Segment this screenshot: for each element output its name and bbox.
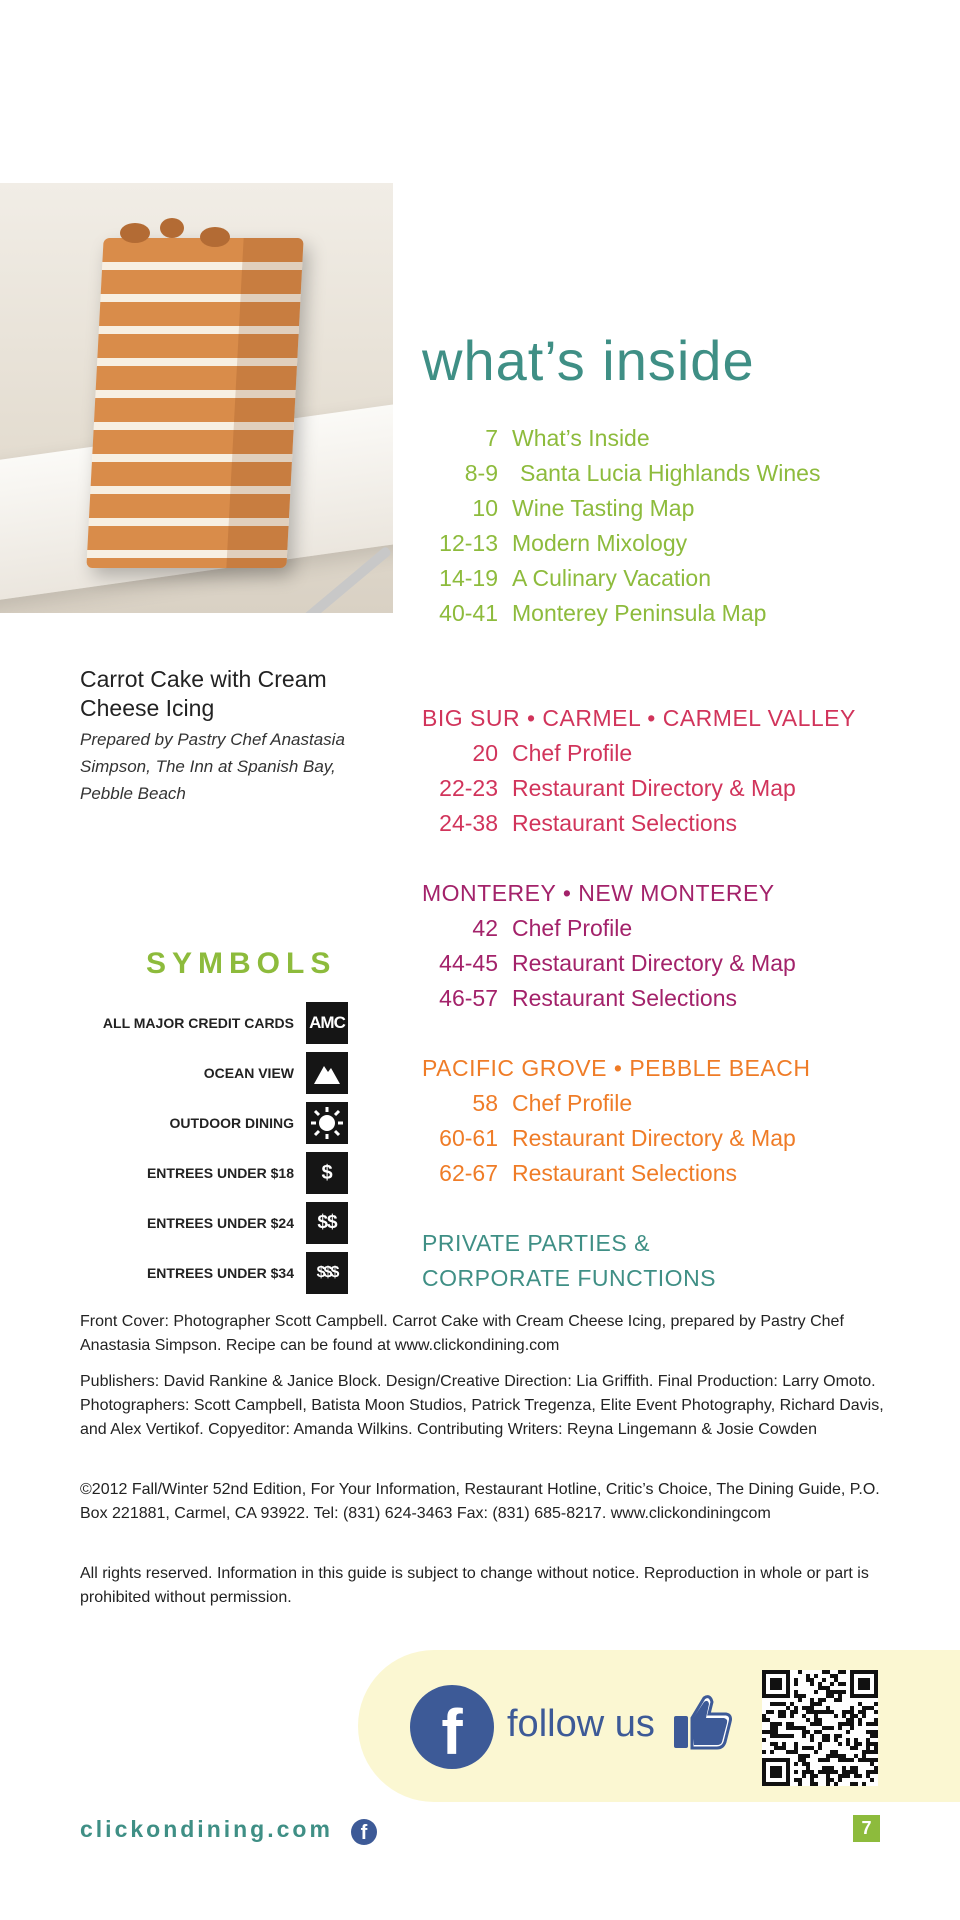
toc-label: Restaurant Directory & Map: [512, 775, 796, 801]
toc-label: Monterey Peninsula Map: [512, 600, 767, 626]
toc-page: 44-45: [439, 950, 498, 976]
section-heading-big-sur: BIG SUR • CARMEL • CARMEL VALLEY: [422, 705, 856, 731]
symbol-row-ocean-view: [204, 1052, 348, 1094]
toc-item[interactable]: [410, 460, 820, 487]
mountain-icon: [306, 1052, 348, 1094]
toc-label: Santa Lucia Highlands Wines: [520, 460, 821, 486]
toc-item[interactable]: [410, 600, 766, 627]
edition-info: ©2012 Fall/Winter 52nd Edition, For Your Information, Restaurant Hotline, Critic’s Choice, The Dining Guide, P.O. Box 221881, Carmel, CA 93922. Tel: (831) 624-3463 Fax: (831) 685-8217. www.clickondiningcom: [80, 1481, 880, 1522]
dollar-3-icon: $$$: [306, 1252, 348, 1294]
publishers-credit: Publishers: David Rankine & Janice Block. Design/Creative Direction: Lia Griffith. Final Production: Larry Omoto. Photographers: Scott Campbell, Batista Moon Studios, Patrick Tregenza, Elite Event Photography, Richard Davis, and Alex Vertikof. Copyeditor: Amanda Wilkins. Contributing Writers: Reyna Lingemann & Josie Cowden: [80, 1373, 884, 1438]
symbol-label: ALL MAJOR CREDIT CARDS: [102, 1015, 294, 1031]
toc-item[interactable]: [410, 1090, 632, 1117]
sun-icon: [306, 1102, 348, 1144]
cake-slice: [86, 238, 303, 568]
symbol-row-under-24: [147, 1202, 348, 1244]
front-cover-credit: Front Cover: Photographer Scott Campbell. Carrot Cake with Cream Cheese Icing, prepared by Pastry Chef Anastasia Simpson. Recipe can be found at www.clickondining.com: [80, 1313, 844, 1354]
facebook-glyph: f: [441, 1696, 463, 1768]
section-heading-pacific-grove: PACIFIC GROVE • PEBBLE BEACH: [422, 1055, 811, 1081]
symbol-label: ENTREES UNDER $34: [146, 1265, 294, 1281]
dollar-1-icon: $: [306, 1152, 348, 1194]
facebook-icon[interactable]: [410, 1685, 494, 1769]
walnut-garnish: [120, 223, 150, 243]
toc-page: 7: [485, 425, 498, 451]
website-link[interactable]: clickondining.com: [80, 1816, 333, 1842]
toc-page: 14-19: [439, 565, 498, 591]
toc-item[interactable]: [410, 1125, 796, 1152]
follow-us-text[interactable]: follow us: [507, 1703, 655, 1745]
toc-label: Chef Profile: [512, 1090, 633, 1116]
toc-label: Modern Mixology: [512, 530, 688, 556]
walnut-garnish: [160, 218, 184, 238]
symbol-label: ENTREES UNDER $24: [146, 1215, 294, 1231]
private-parties-line1[interactable]: PRIVATE PARTIES &: [422, 1230, 650, 1256]
toc-page: 62-67: [439, 1160, 498, 1186]
toc-page: 10: [472, 495, 498, 521]
symbol-label: ENTREES UNDER $18: [146, 1165, 294, 1181]
toc-page: 20: [472, 740, 498, 766]
toc-page: 46-57: [439, 985, 498, 1011]
toc-page: 40-41: [439, 600, 498, 626]
toc-label: Restaurant Selections: [512, 810, 738, 836]
symbol-label: OUTDOOR DINING: [169, 1115, 294, 1131]
symbol-row-credit-cards: [103, 1002, 348, 1044]
toc-label: Chef Profile: [512, 915, 633, 941]
toc-label: Restaurant Directory & Map: [512, 950, 796, 976]
facebook-small-glyph: f: [360, 1822, 368, 1844]
page-title: what’s inside: [422, 329, 755, 392]
facebook-small-icon[interactable]: [351, 1819, 377, 1845]
walnut-garnish: [200, 227, 230, 247]
toc-item[interactable]: [410, 810, 737, 837]
symbol-row-under-34: [147, 1252, 348, 1294]
toc-item[interactable]: [410, 495, 694, 522]
symbol-label: OCEAN VIEW: [203, 1065, 294, 1081]
toc-label: What’s Inside: [512, 425, 650, 451]
toc-item[interactable]: [410, 985, 737, 1012]
caption-title: Carrot Cake with Cream Cheese Icing: [80, 666, 327, 721]
toc-page: 42: [472, 915, 498, 941]
toc-label: Chef Profile: [512, 740, 633, 766]
toc-item[interactable]: [410, 915, 632, 942]
qr-code[interactable]: [762, 1670, 878, 1786]
carrot-cake-photo: [0, 183, 393, 613]
toc-label: Restaurant Selections: [512, 985, 738, 1011]
symbol-row-outdoor-dining: [170, 1102, 348, 1144]
dollar-2-icon: $$: [306, 1202, 348, 1244]
toc-label: Restaurant Selections: [512, 1160, 738, 1186]
toc-label: Wine Tasting Map: [512, 495, 695, 521]
toc-item[interactable]: [410, 565, 711, 592]
toc-label: A Culinary Vacation: [512, 565, 712, 591]
toc-label: Restaurant Directory & Map: [512, 1125, 796, 1151]
credit-card-icon: AMC: [306, 1002, 348, 1044]
toc-item[interactable]: [410, 775, 796, 802]
caption-subtitle: Prepared by Pastry Chef Anastasia Simpson, The Inn at Spanish Bay, Pebble Beach: [80, 730, 345, 803]
toc-page: 12-13: [439, 530, 498, 556]
toc-item[interactable]: [410, 950, 796, 977]
toc-item[interactable]: [410, 1160, 737, 1187]
toc-item[interactable]: [410, 530, 687, 557]
symbols-heading: SYMBOLS: [146, 947, 337, 980]
toc-page: 22-23: [439, 775, 498, 801]
thumbs-up-icon[interactable]: [672, 1690, 734, 1752]
toc-item[interactable]: [410, 740, 632, 767]
section-heading-monterey: MONTEREY • NEW MONTEREY: [422, 880, 775, 906]
toc-item[interactable]: [410, 425, 650, 452]
toc-page: 24-38: [439, 810, 498, 836]
rights-notice: All rights reserved. Information in this guide is subject to change without notice. Reproduction in whole or part is prohibited without permission.: [80, 1565, 869, 1606]
toc-page: 60-61: [439, 1125, 498, 1151]
toc-page: 58: [472, 1090, 498, 1116]
private-parties-line2[interactable]: CORPORATE FUNCTIONS: [422, 1265, 717, 1291]
page-number: 7: [853, 1815, 880, 1842]
symbol-row-under-18: [147, 1152, 348, 1194]
toc-page: 8-9: [464, 460, 498, 486]
